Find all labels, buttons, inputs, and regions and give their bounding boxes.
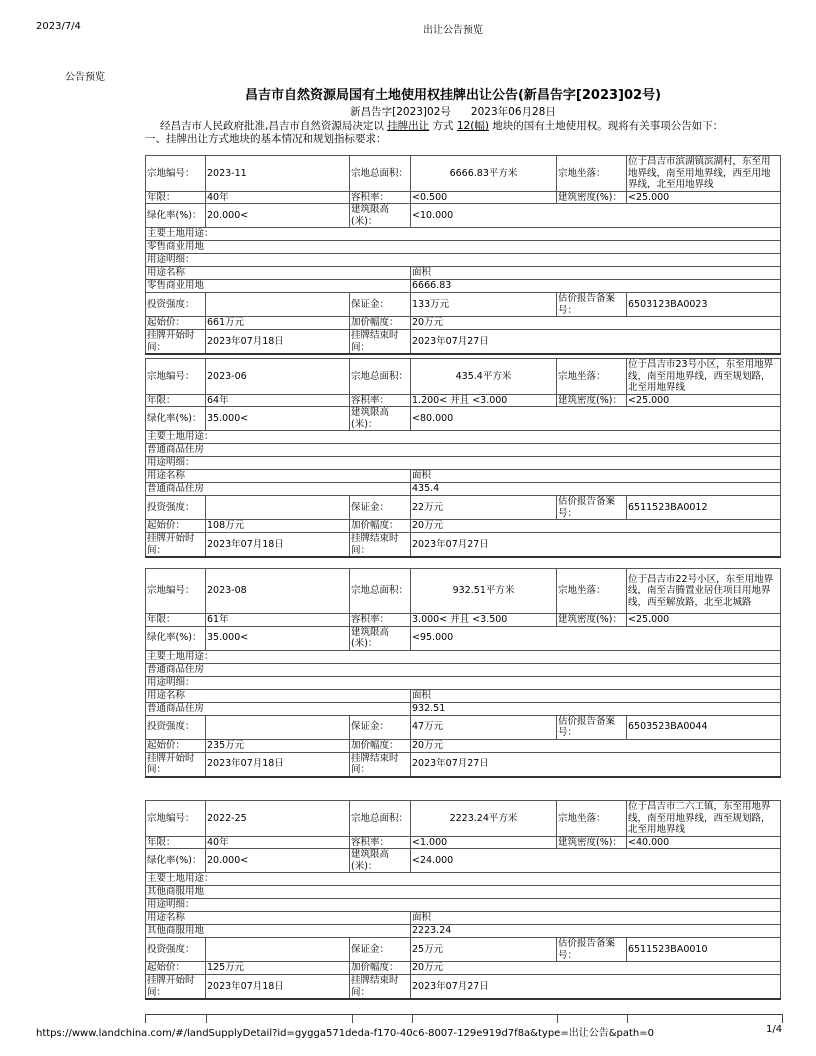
label-total_area: 宗地总面积： <box>350 801 411 837</box>
value-main_use: 其他商服用地 <box>146 886 781 899</box>
label-term: 年限： <box>146 394 206 407</box>
value-use_name: 其他商服用地 <box>146 925 411 938</box>
value-density: <40.000 <box>627 836 781 849</box>
value-location: 位于昌吉市滨湖镇滨湖村，东至用地界线，南至用地界线，西至用地界线，北至用地界线 <box>627 156 781 192</box>
value-term: 61年 <box>206 614 350 627</box>
value-parcel_no: 2023-11 <box>206 156 350 192</box>
value-area: 6666.83 <box>411 280 781 293</box>
label-use_name: 用途名称 <box>146 470 411 483</box>
label-invest: 投资强度： <box>146 715 206 739</box>
value-invest <box>206 938 350 962</box>
label-use_name: 用途名称 <box>146 267 411 280</box>
value-start_price: 125万元 <box>206 962 350 975</box>
value-location: 位于昌吉市二六工镇，东至用地界线，南至用地界线，西至规划路，北至用地界线 <box>627 801 781 837</box>
label-main_use: 主要土地用途： <box>146 650 781 663</box>
value-density: <25.000 <box>627 394 781 407</box>
value-appraisal: 6511523BA0010 <box>627 938 781 962</box>
label-invest: 投资强度： <box>146 293 206 317</box>
label-density: 建筑密度(%)： <box>557 191 627 204</box>
value-term: 40年 <box>206 836 350 849</box>
value-use_name: 普通商品住房 <box>146 483 411 496</box>
label-start_price: 起始价： <box>146 520 206 533</box>
label-height: 建筑限高(米)： <box>350 407 411 431</box>
label-end_time: 挂牌结束时间： <box>350 330 411 355</box>
value-parcel_no: 2023-06 <box>206 359 350 395</box>
intro-text: 地块的国有土地使用权。现将有关事项公告如下： <box>488 120 724 132</box>
intro-count: 12(幅) <box>456 120 489 132</box>
value-far: 1.200< 并且 <3.000 <box>411 394 557 407</box>
value-height: <10.000 <box>411 204 781 228</box>
label-main_use: 主要土地用途： <box>146 431 781 444</box>
value-parcel_no: 2023-08 <box>206 569 350 614</box>
value-invest <box>206 715 350 739</box>
label-green: 绿化率(%)： <box>146 407 206 431</box>
value-main_use: 普通商品住房 <box>146 663 781 676</box>
value-invest <box>206 496 350 520</box>
label-height: 建筑限高(米)： <box>350 204 411 228</box>
label-use_name: 用途名称 <box>146 912 411 925</box>
value-area: 2223.24 <box>411 925 781 938</box>
label-start_price: 起始价： <box>146 962 206 975</box>
label-appraisal: 估价报告备案号： <box>557 938 627 962</box>
value-green: 20.000< <box>206 849 350 873</box>
print-page-title: 出让公告预览 <box>423 25 483 36</box>
value-appraisal: 6503523BA0044 <box>627 715 781 739</box>
value-height: <80.000 <box>411 407 781 431</box>
value-total_area: 932.51平方米 <box>411 569 557 614</box>
label-increment: 加价幅度： <box>350 520 411 533</box>
value-total_area: 6666.83平方米 <box>411 156 557 192</box>
value-end_time: 2023年07月27日 <box>411 533 781 558</box>
footer-url: https://www.landchina.com/#/landSupplyDetail?id=gygga571deda-f170-40c6-8007-129e919d7f8a&type=出让公告&path=0 <box>36 1028 654 1039</box>
value-area: 932.51 <box>411 702 781 715</box>
value-increment: 20万元 <box>411 520 781 533</box>
value-increment: 20万元 <box>411 739 781 752</box>
value-deposit: 47万元 <box>411 715 557 739</box>
label-density: 建筑密度(%)： <box>557 394 627 407</box>
value-start_time: 2023年07月18日 <box>206 975 350 1000</box>
label-appraisal: 估价报告备案号： <box>557 293 627 317</box>
breadcrumb: 公告预览 <box>65 72 105 83</box>
label-area: 面积 <box>411 689 781 702</box>
value-total_area: 2223.24平方米 <box>411 801 557 837</box>
notice-date: 2023年06月28日 <box>470 106 556 118</box>
value-increment: 20万元 <box>411 317 781 330</box>
label-height: 建筑限高(米)： <box>350 626 411 650</box>
value-end_time: 2023年07月27日 <box>411 752 781 777</box>
label-location: 宗地坐落： <box>557 156 627 192</box>
value-location: 位于昌吉市23号小区，东至用地界线，南至用地界线，西至规划路，北至用地界线 <box>627 359 781 395</box>
parcel-table <box>145 568 781 778</box>
value-start_time: 2023年07月18日 <box>206 330 350 355</box>
value-end_time: 2023年07月27日 <box>411 330 781 355</box>
label-green: 绿化率(%)： <box>146 849 206 873</box>
value-start_time: 2023年07月18日 <box>206 533 350 558</box>
label-use_name: 用途名称 <box>146 689 411 702</box>
value-deposit: 133万元 <box>411 293 557 317</box>
label-parcel_no: 宗地编号： <box>146 359 206 395</box>
label-start_time: 挂牌开始时间： <box>146 330 206 355</box>
label-use_detail: 用途明细： <box>146 457 781 470</box>
print-date: 2023/7/4 <box>36 21 81 32</box>
intro-text: 方式 <box>429 120 457 132</box>
label-far: 容积率： <box>350 394 411 407</box>
notice-title: 昌吉市自然资源局国有土地使用权挂牌出让公告(新昌告字[2023]02号) <box>244 88 662 103</box>
value-start_price: 661万元 <box>206 317 350 330</box>
value-far: <0.500 <box>411 191 557 204</box>
label-deposit: 保证金： <box>350 715 411 739</box>
label-height: 建筑限高(米)： <box>350 849 411 873</box>
value-height: <95.000 <box>411 626 781 650</box>
intro-text: 经昌吉市人民政府批准,昌吉市自然资源局决定以 <box>160 120 388 132</box>
notice-number-date <box>0 104 816 119</box>
label-start_time: 挂牌开始时间： <box>146 975 206 1000</box>
label-deposit: 保证金： <box>350 938 411 962</box>
label-end_time: 挂牌结束时间： <box>350 975 411 1000</box>
label-invest: 投资强度： <box>146 938 206 962</box>
value-total_area: 435.4平方米 <box>411 359 557 395</box>
label-start_time: 挂牌开始时间： <box>146 752 206 777</box>
label-area: 面积 <box>411 470 781 483</box>
intro-method: 挂牌出让 <box>387 120 430 132</box>
label-increment: 加价幅度： <box>350 739 411 752</box>
value-deposit: 25万元 <box>411 938 557 962</box>
label-parcel_no: 宗地编号： <box>146 156 206 192</box>
label-location: 宗地坐落： <box>557 359 627 395</box>
value-appraisal: 6503123BA0023 <box>627 293 781 317</box>
value-density: <25.000 <box>627 614 781 627</box>
value-far: <1.000 <box>411 836 557 849</box>
label-use_detail: 用途明细： <box>146 254 781 267</box>
value-height: <24.000 <box>411 849 781 873</box>
value-density: <25.000 <box>627 191 781 204</box>
label-increment: 加价幅度： <box>350 962 411 975</box>
value-main_use: 零售商业用地 <box>146 241 781 254</box>
value-increment: 20万元 <box>411 962 781 975</box>
label-density: 建筑密度(%)： <box>557 836 627 849</box>
label-term: 年限： <box>146 191 206 204</box>
label-far: 容积率： <box>350 836 411 849</box>
value-parcel_no: 2022-25 <box>206 801 350 837</box>
label-deposit: 保证金： <box>350 496 411 520</box>
value-use_name: 零售商业用地 <box>146 280 411 293</box>
label-total_area: 宗地总面积： <box>350 156 411 192</box>
label-main_use: 主要土地用途： <box>146 873 781 886</box>
value-area: 435.4 <box>411 483 781 496</box>
label-appraisal: 估价报告备案号： <box>557 496 627 520</box>
label-start_price: 起始价： <box>146 739 206 752</box>
parcel-table <box>145 155 781 355</box>
label-appraisal: 估价报告备案号： <box>557 715 627 739</box>
footer-page: 1/4 <box>766 1024 783 1035</box>
label-use_detail: 用途明细： <box>146 676 781 689</box>
value-term: 64年 <box>206 394 350 407</box>
label-start_price: 起始价： <box>146 317 206 330</box>
label-deposit: 保证金： <box>350 293 411 317</box>
label-location: 宗地坐落： <box>557 569 627 614</box>
label-green: 绿化率(%)： <box>146 626 206 650</box>
label-end_time: 挂牌结束时间： <box>350 752 411 777</box>
label-location: 宗地坐落： <box>557 801 627 837</box>
value-use_name: 普通商品住房 <box>146 702 411 715</box>
value-start_time: 2023年07月18日 <box>206 752 350 777</box>
label-total_area: 宗地总面积： <box>350 569 411 614</box>
label-far: 容积率： <box>350 191 411 204</box>
label-invest: 投资强度： <box>146 496 206 520</box>
value-green: 35.000< <box>206 626 350 650</box>
label-term: 年限： <box>146 836 206 849</box>
value-deposit: 22万元 <box>411 496 557 520</box>
label-use_detail: 用途明细： <box>146 899 781 912</box>
label-area: 面积 <box>411 912 781 925</box>
label-end_time: 挂牌结束时间： <box>350 533 411 558</box>
label-total_area: 宗地总面积： <box>350 359 411 395</box>
value-term: 40年 <box>206 191 350 204</box>
notice-number: 新昌告字[2023]02号 <box>350 106 451 118</box>
value-main_use: 普通商品住房 <box>146 444 781 457</box>
value-invest <box>206 293 350 317</box>
label-green: 绿化率(%)： <box>146 204 206 228</box>
parcel-table-clipped <box>145 1014 783 1023</box>
value-appraisal: 6511523BA0012 <box>627 496 781 520</box>
label-increment: 加价幅度： <box>350 317 411 330</box>
label-density: 建筑密度(%)： <box>557 614 627 627</box>
label-parcel_no: 宗地编号： <box>146 569 206 614</box>
label-far: 容积率： <box>350 614 411 627</box>
section-heading: 一、挂牌出让方式地块的基本情况和规划指标要求： <box>145 133 387 145</box>
value-green: 35.000< <box>206 407 350 431</box>
parcel-table <box>145 358 781 558</box>
label-parcel_no: 宗地编号： <box>146 801 206 837</box>
value-start_price: 235万元 <box>206 739 350 752</box>
value-far: 3.000< 并且 <3.500 <box>411 614 557 627</box>
label-start_time: 挂牌开始时间： <box>146 533 206 558</box>
label-area: 面积 <box>411 267 781 280</box>
label-term: 年限： <box>146 614 206 627</box>
parcel-table <box>145 800 781 1000</box>
value-end_time: 2023年07月27日 <box>411 975 781 1000</box>
label-main_use: 主要土地用途： <box>146 228 781 241</box>
value-green: 20.000< <box>206 204 350 228</box>
value-location: 位于昌吉市22号小区，东至用地界线，南至吉腾置业居住项目用地界线，西至解放路，北至北城路 <box>627 569 781 614</box>
value-start_price: 108万元 <box>206 520 350 533</box>
